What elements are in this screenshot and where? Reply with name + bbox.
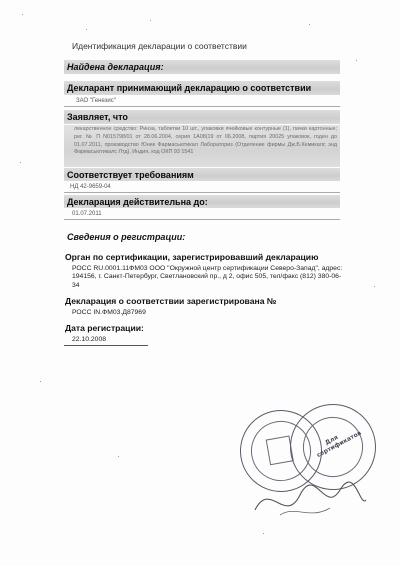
date-underline [64, 345, 148, 346]
registered-value: РОСС IN.ФМ03.Д87969 [72, 309, 146, 316]
applicant-header-bar [64, 81, 340, 95]
scan-speck [22, 14, 23, 15]
scan-speck [263, 533, 264, 534]
divider [64, 219, 340, 220]
conformity-value: НД 42-9659-04 [70, 184, 111, 190]
conformity-header-bar [64, 168, 340, 181]
date-header: Дата регистрации: [65, 323, 144, 333]
found-header-bar [64, 60, 340, 74]
document-title: Идентификация декларации о соответствии [72, 41, 247, 51]
scan-speck [86, 29, 87, 30]
declares-text-bar [64, 125, 340, 167]
valid-value-bar [64, 209, 340, 219]
valid-value: 01.07.2011 [72, 211, 102, 217]
scan-speck [20, 162, 21, 163]
conformity-header: Соответствует требованиям [67, 170, 194, 180]
authority-text: РОСС RU.0001.11ФМ03 ООО "Окружной центр сертификации Северо-Запад", адрес: 194156, г. Санкт-Петербург, Светлановский пр., д 2, офис 505, тел/факс (812) 380-06-34 [72, 265, 343, 289]
scan-speck [150, 20, 151, 21]
registered-header: Декларация о соответствии зарегистрирована № [65, 296, 277, 306]
registration-header: Сведения о регистрации: [67, 232, 186, 242]
scan-speck [118, 456, 119, 457]
stamp-text: Для сертификатов [315, 429, 363, 459]
scan-speck [309, 24, 310, 25]
scan-speck [40, 381, 41, 382]
applicant-value-bar [64, 96, 340, 106]
divider [64, 192, 340, 193]
valid-header-bar [64, 195, 340, 208]
valid-header: Декларация действительна до: [67, 197, 208, 207]
scan-speck [356, 60, 357, 61]
divider [64, 106, 340, 107]
scan-speck [374, 286, 375, 287]
authority-header: Орган по сертификации, зарегистрировавший декларацию [65, 252, 319, 262]
date-value: 22.10.2008 [72, 336, 107, 343]
declares-text: лекарственное средство: Ринза, таблетки 10 шт., упаковки ячейковые контурные (1), пачки картонные; рег. № П N015798/01 от 28.06.2004, серия 1А08(19 от 06.2008, партия 20025 упаковок, годен до 01.07.2011, производство Юник Фармасьютикал Лабораториз (Отделение фирмы Дж.Б.Кемикалс энд Фармасьютикалс Лтд), Индия, код ОКП 93 1541 [74, 126, 337, 156]
declares-header-bar [64, 110, 340, 124]
signature [250, 470, 370, 530]
found-header: Найдена декларация: [67, 62, 164, 72]
applicant-value: ЗАО "Генезис" [76, 98, 116, 104]
conformity-value-bar [64, 182, 340, 192]
applicant-header: Декларант принимающий декларацию о соответствии [67, 83, 312, 93]
declares-header: Заявляет, что [67, 112, 128, 122]
